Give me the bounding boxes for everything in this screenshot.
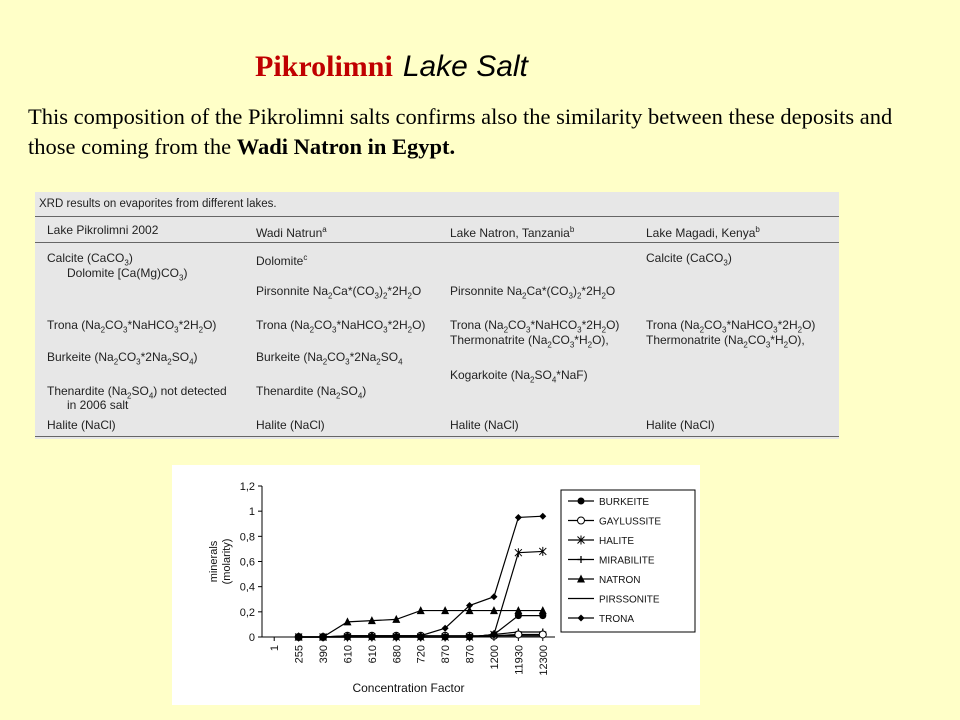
cell-c2-burkeite: Burkeite ($Na_2CO_3*2Na_2SO_4$ — [256, 350, 403, 367]
x-tick-label: 870 — [464, 645, 477, 664]
y-tick-label: 1 — [248, 506, 255, 519]
title-sub: Lake Salt — [402, 50, 528, 83]
x-tick-label: 390 — [318, 645, 331, 664]
cell-c2-dolomite: Dolomite$^c$ — [256, 253, 308, 268]
legend-label-gaylussite: GAYLUSSITE — [599, 516, 662, 528]
x-axis-label: Concentration Factor — [352, 681, 465, 695]
cell-c2-thenardite: Thenardite $(Na_2SO_4)$ — [256, 384, 367, 401]
legend-label-mirabilite: MIRABILITE — [599, 555, 655, 567]
cell-c4-calcite: Calcite (CaCO$_3$) — [646, 251, 732, 268]
table-rule-bottom — [35, 436, 839, 437]
series-line-halite — [299, 551, 543, 637]
legend-label-pirssonite: PIRSSONITE — [599, 594, 660, 606]
cell-c1-trona: Trona $(Na_2CO_3*NaHCO_3*2H_2O)$ — [47, 318, 217, 335]
y-tick-label: 0,6 — [239, 556, 255, 569]
legend-marker-burkeite — [578, 498, 585, 505]
mineral-chart — [172, 465, 700, 705]
cell-c1-thenardite-note: in 2006 salt — [67, 398, 129, 412]
table-header-1: Lake Pikrolimni 2002 — [47, 223, 159, 237]
cell-c3-pirssonite: Pirsonnite $Na_2Ca*(CO_3)_2*2H_2O$ — [450, 284, 616, 301]
point-trona — [539, 513, 546, 520]
legend-label-halite: HALITE — [599, 536, 635, 547]
cell-c1-dolomite: Dolomite $[Ca(Mg)CO_3)$ — [67, 266, 188, 283]
point-gaylussite — [539, 631, 546, 638]
y-tick-label: 0,4 — [239, 581, 255, 594]
cell-c1-calcite: Calcite (CaCO$_3$) — [47, 251, 133, 268]
y-tick-label: 0,2 — [239, 606, 255, 619]
legend-label-burkeite: BURKEITE — [599, 497, 650, 508]
cell-c1-thenardite: Thenardite $(Na_2SO_4)$ not detected — [47, 384, 227, 401]
table-header-2: Wadi Natrun$^a$ — [256, 225, 327, 240]
cell-c2-trona: Trona $(Na_2CO_3*NaHCO_3*2H_2O)$ — [256, 318, 426, 335]
x-tick-label: 610 — [366, 645, 379, 664]
slide-title — [255, 50, 528, 84]
table-header-4: Lake Magadi, Kenya$^b$ — [646, 225, 760, 240]
cell-c2-pirssonite: Pirsonnite $Na_2Ca*(CO_3)_2*2H_2O$ — [256, 284, 422, 301]
intro-paragraph — [28, 102, 938, 162]
intro-bold: Wadi Natron in Egypt. — [236, 134, 456, 159]
series-line-trona — [299, 516, 543, 637]
y-tick-label: 1,2 — [239, 481, 255, 493]
legend-marker-gaylussite — [578, 517, 585, 524]
chart-svg — [172, 465, 700, 705]
x-tick-label: 11930 — [513, 645, 526, 675]
table-caption: XRD results on evaporites from different lakes. — [39, 198, 277, 210]
intro-text: This composition of the Pikrolimni salts confirms also the similarity between these deposits and those coming from the — [28, 104, 893, 159]
point-gaylussite — [515, 631, 522, 638]
table-rule-header — [35, 242, 839, 243]
y-axis-label: minerals — [208, 540, 220, 583]
x-tick-label: 255 — [293, 645, 306, 664]
x-tick-label: 1200 — [488, 645, 501, 670]
y-tick-label: 0,8 — [239, 531, 255, 544]
point-trona — [490, 593, 497, 600]
xrd-table — [35, 192, 839, 439]
x-tick-label: 680 — [391, 645, 404, 664]
x-tick-label: 610 — [342, 645, 355, 664]
cell-c3-kogarkoite: Kogarkoite $(Na_2SO_4*NaF)$ — [450, 368, 588, 385]
legend-label-trona: TRONA — [599, 614, 634, 625]
x-tick-label: 1 — [269, 645, 282, 652]
cell-c2-halite: Halite (NaCl) — [256, 418, 325, 432]
table-header-3: Lake Natron, Tanzania$^b$ — [450, 225, 575, 240]
y-axis-label-unit: (molarity) — [221, 538, 233, 585]
cell-c1-burkeite: Burkeite $(Na_2CO_3*2Na_2SO_4)$ — [47, 350, 198, 367]
cell-c3-trona: Trona $(Na_2CO_3*NaHCO_3*2H_2O)$ — [450, 318, 620, 335]
cell-c4-thermonatrite: Thermonatrite $(Na_2CO_3*H_2O)$, — [646, 333, 805, 350]
x-tick-label: 870 — [440, 645, 453, 664]
y-tick-label: 0 — [248, 632, 255, 644]
cell-c1-halite: Halite (NaCl) — [47, 418, 116, 432]
title-main: Pikrolimni — [255, 50, 393, 83]
table-rule-top — [35, 216, 839, 217]
legend-label-natron: NATRON — [599, 575, 641, 586]
cell-c4-trona: Trona $(Na_2CO_3*NaHCO_3*2H_2O)$ — [646, 318, 816, 335]
cell-c3-halite: Halite (NaCl) — [450, 418, 519, 432]
cell-c3-thermonatrite: Thermonatrite $(Na_2CO_3*H_2O)$, — [450, 333, 609, 350]
point-trona — [515, 514, 522, 521]
x-tick-label: 720 — [415, 645, 428, 664]
cell-c4-halite: Halite (NaCl) — [646, 418, 715, 432]
x-tick-label: 12300 — [537, 645, 550, 676]
